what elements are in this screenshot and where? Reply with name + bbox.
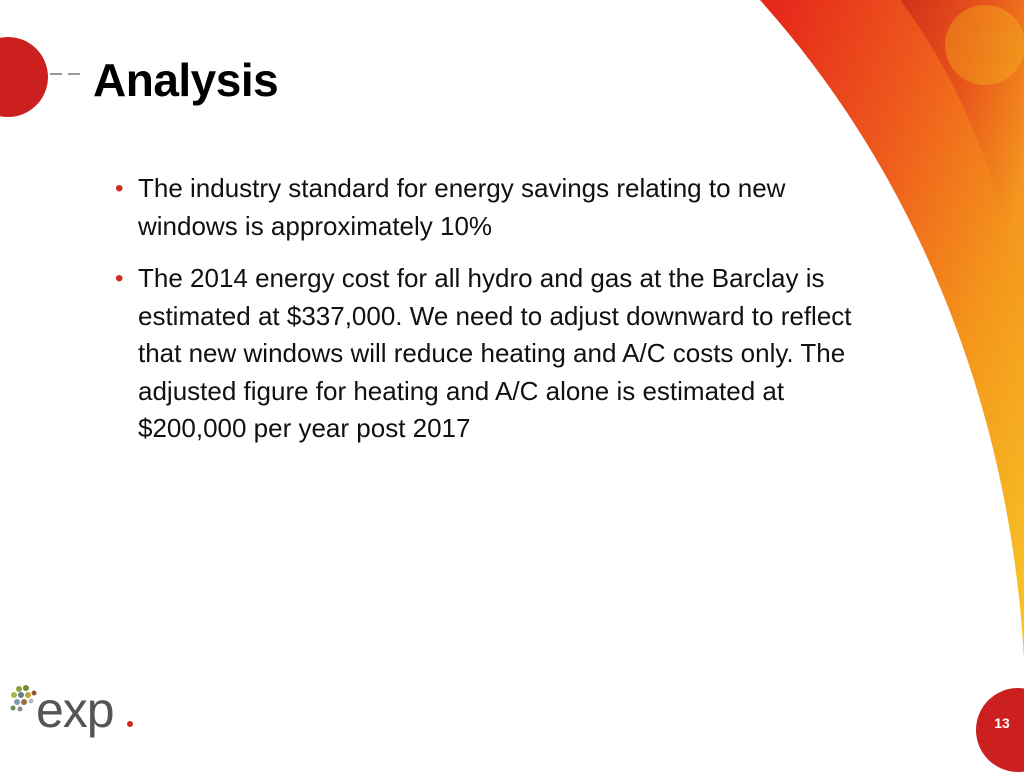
logo-dot bbox=[127, 721, 133, 727]
title-dashes bbox=[50, 73, 90, 77]
page-number: 13 bbox=[994, 715, 1010, 731]
bullet-text: The industry standard for energy savings relating to new windows is approximately 10% bbox=[138, 173, 786, 241]
bullet-item bbox=[115, 170, 855, 245]
bullet-marker: • bbox=[115, 175, 124, 202]
exp-logo bbox=[10, 682, 135, 760]
logo-text: exp bbox=[36, 682, 114, 738]
bullet-text: The 2014 energy cost for all hydro and gas at the Barclay is estimated at $337,000. We need to adjust downward to reflect that new windows will reduce heating and A/C costs only. The adjusted figure for heating and A/C alone is estimated at $200,000 per year post 2017 bbox=[138, 263, 852, 443]
slide-title: Analysis bbox=[93, 54, 279, 106]
title-circle bbox=[0, 37, 48, 117]
corner-highlight bbox=[945, 5, 1024, 85]
bullet-list bbox=[115, 170, 855, 463]
bullet-item bbox=[115, 260, 855, 448]
bullet-marker: • bbox=[115, 265, 124, 292]
